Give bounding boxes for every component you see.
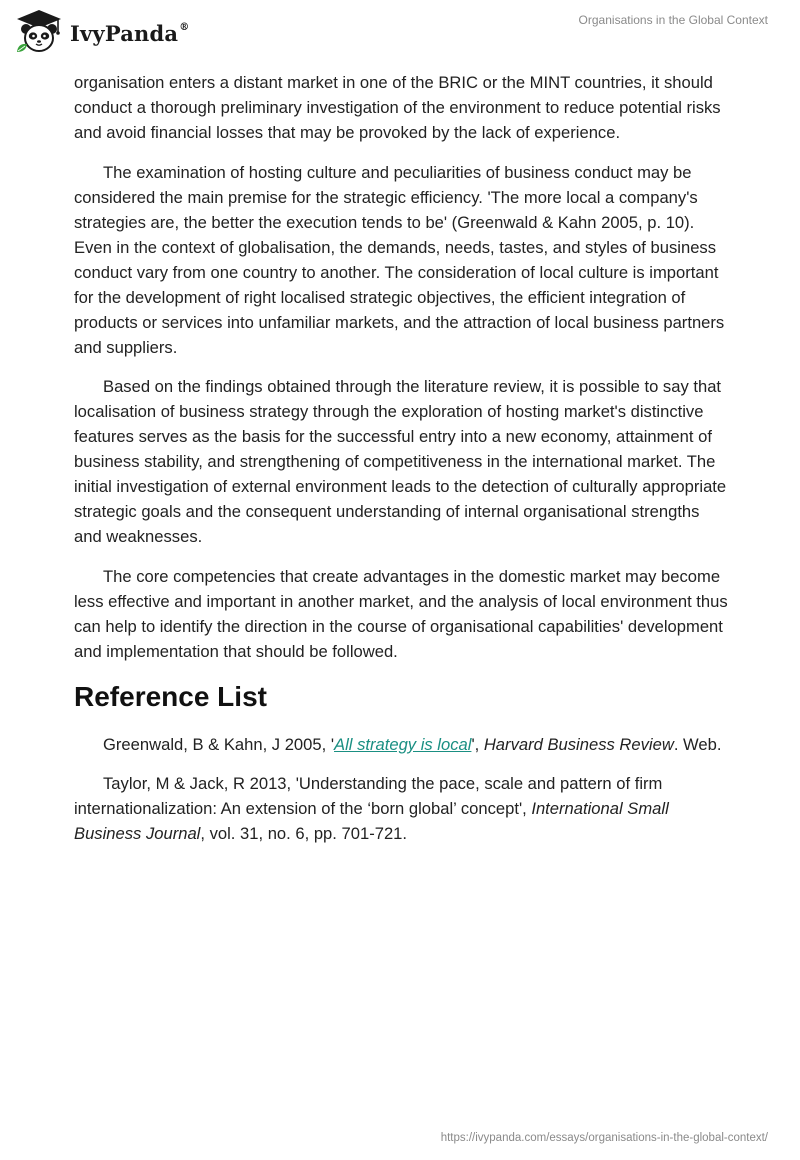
reference-entry: Taylor, M & Jack, R 2013, 'Understanding the pace, scale and pattern of firm internationalization: An extension of the ‘born global’ concept', International Small Business Journal, vol. 31, no. 6, pp. 701-721.: [74, 774, 669, 843]
reference-list-heading: Reference List: [74, 680, 267, 712]
paragraph: The core competencies that create advantages in the domestic market may become less effective and important in another market, and the analysis of local environment thus can help to identify the direction in the course of organisational capabilities' development and implementation that should be followed.: [74, 566, 728, 661]
panda-graduate-icon: [14, 8, 64, 56]
reference-link[interactable]: All strategy is local: [334, 734, 472, 754]
page-header: [0, 0, 800, 62]
reference-entry: Greenwald, B & Kahn, J 2005, 'All strategy is local', Harvard Business Review. Web.: [103, 734, 722, 754]
paragraph: The examination of hosting culture and peculiarities of business conduct may be considered the main premise for the strategic efficiency. 'The more local a company's strategies are, the better the execution tends to be' (Greenwald & Kahn 2005, p. 10). Even in the context of globalisation, the demands, needs, tastes, and styles of business conduct vary from one country to another. The consideration of local culture is important for the development of right localised strategic objectives, the efficient integration of products or services into unfamiliar markets, and the attraction of local business partners and suppliers.: [74, 162, 725, 357]
paragraph: organisation enters a distant market in one of the BRIC or the MINT countries, it should conduct a thorough preliminary investigation of the environment to reduce potential risks and avoid financial losses that may be provoked by the lack of experience.: [74, 73, 721, 142]
brand-name: IvyPanda®: [70, 20, 190, 46]
essay-content: [74, 70, 730, 861]
footer-url[interactable]: https://ivypanda.com/essays/organisations-in-the-global-context/: [440, 1132, 768, 1144]
ivypanda-logo[interactable]: [14, 7, 189, 57]
paragraph: Based on the findings obtained through the literature review, it is possible to say that localisation of business strategy through the exploration of hosting market's distinctive features serves as the basis for the successful entry into a new economy, attainment of business stability, and strengthening of competitiveness in the international market. The initial investigation of external environment leads to the detection of culturally appropriate strategic goals and the consequent understanding of internal organisational strengths and weaknesses.: [74, 377, 727, 546]
running-title: Organisations in the Global Context: [578, 13, 768, 27]
